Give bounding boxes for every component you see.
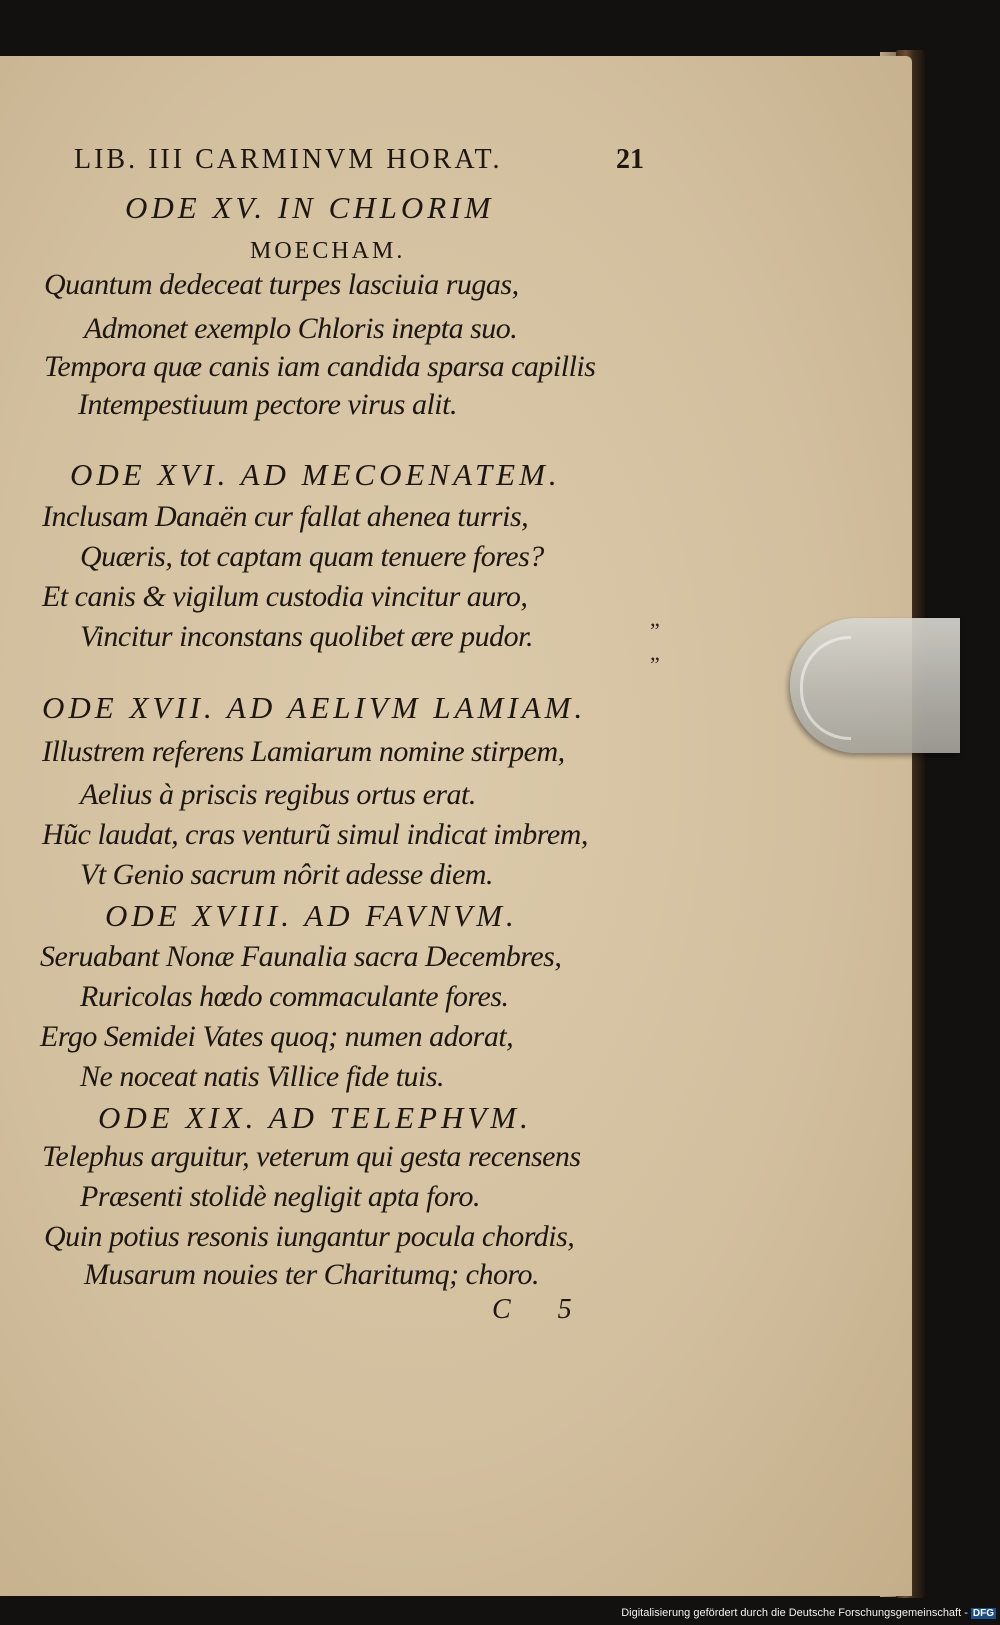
ode-19-title: ODE XIX. AD TELEPHVM. [98,1100,532,1135]
verse-line: Et canis & vigilum custodia vincitur auro, [42,580,528,613]
ode-15-subtitle: MOECHAM. [250,238,406,264]
verse-line: Vincitur inconstans quolibet ære pudor. [80,620,533,653]
ode-18-title: ODE XVIII. AD FAVNVM. [105,898,518,933]
verse-line: Ne noceat natis Villice fide tuis. [80,1060,445,1093]
verse-line: Quin potius resonis iungantur pocula chordis, [44,1220,575,1253]
signature-mark: C 5 [492,1294,592,1325]
verse-line: Hũc laudat, cras venturũ simul indicat imbrem, [42,818,588,851]
verse-line: Musarum nouies ter Charitumq; choro. [84,1258,540,1291]
verse-line: Intempestiuum pectore virus alit. [78,388,457,421]
digitization-credit [576,1607,996,1619]
verse-line: Præsenti stolidè negligit apta foro. [80,1180,481,1213]
verse-line: Ruricolas hœdo commaculante fores. [80,980,509,1013]
ode-17-title: ODE XVII. AD AELIVM LAMIAM. [42,690,587,725]
verse-line: Aelius à priscis regibus ortus erat. [80,778,476,811]
verse-line: Admonet exemplo Chloris inepta suo. [84,312,518,345]
ode-16-title: ODE XVI. AD MECOENATEM. [70,457,561,492]
page-number: 21 [616,144,644,175]
verse-line: Quantum dedeceat turpes lasciuia rugas, [44,268,519,301]
bookmark-clip [790,618,960,753]
verse-line: Ergo Semidei Vates quoq; numen adorat, [40,1020,514,1053]
ode-15-title: ODE XV. IN CHLORIM [125,190,495,225]
verse-line: Seruabant Nonæ Faunalia sacra Decembres, [40,940,562,973]
credit-text: Digitalisierung gefördert durch die Deutsche Forschungsgemeinschaft - [621,1607,968,1619]
margin-quote-mark: ” [650,618,660,643]
running-title: LIB. III CARMINVM HORAT. [74,144,503,175]
running-header [74,144,644,176]
margin-quote-mark: ” [650,652,660,677]
verse-line: Inclusam Danaën cur fallat ahenea turris, [42,500,529,533]
verse-line: Tempora quæ canis iam candida sparsa capillis [44,350,596,383]
verse-line: Quæris, tot captam quam tenuere fores? [80,540,544,573]
verse-line: Telephus arguitur, veterum qui gesta recensens [42,1140,581,1173]
dfg-logo: DFG [972,1608,994,1619]
verse-line: Illustrem referens Lamiarum nomine stirpem, [42,735,565,768]
verse-line: Vt Genio sacrum nôrit adesse diem. [80,858,493,891]
